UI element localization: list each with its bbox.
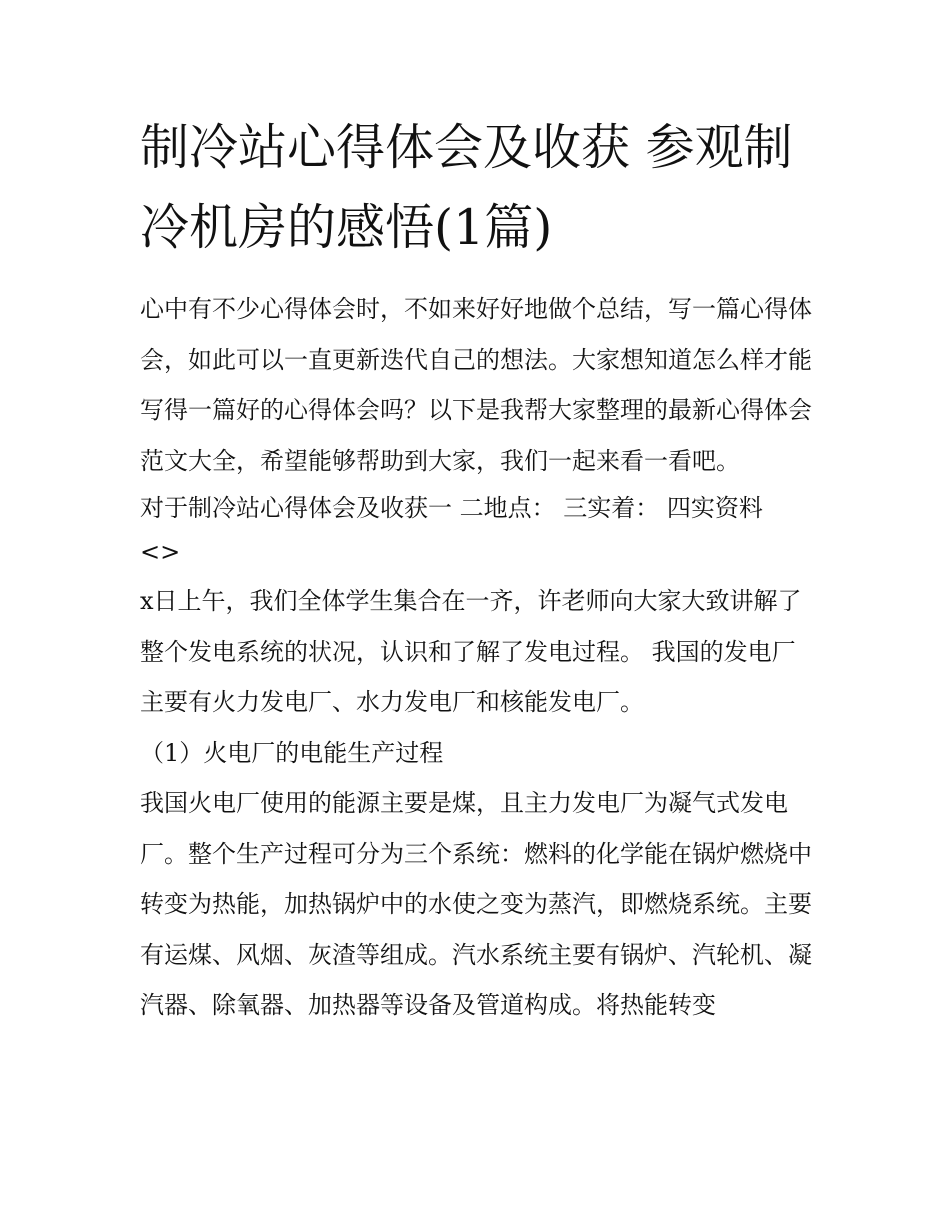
document-body (140, 108, 815, 1031)
info-line-paragraph: 对于制冷站心得体会及收获一 二地点： 三实着： 四实资料 (140, 494, 763, 522)
visit-paragraph: x日上午，我们全体学生集合在一齐，许老师向大家大致讲解了整个发电系统的状况，认识和了解了发电过程。 我国的发电厂主要有火力发电厂、水力发电厂和核能发电厂。 (140, 587, 802, 716)
thermal-plant-paragraph: 我国火电厂使用的能源主要是煤，且主力发电厂为凝气式发电厂。整个生产过程可分为三个系统：燃料的化学能在锅炉燃烧中转变为热能，加热锅炉中的水使之变为蒸汽，即燃烧系统。主要有运煤、风烟、灰渣等组成。汽水系统主要有锅炉、汽轮机、凝汽器、除氧器、加热器等设备及管道构成。将热能转变 (140, 789, 812, 1019)
intro-paragraph: 心中有不少心得体会时，不如来好好地做个总结，写一篇心得体会，如此可以一直更新迭代自己的想法。大家想知道怎么样才能写得一篇好的心得体会吗？以下是我帮大家整理的最新心得体会范文大全，希望能够帮助到大家，我们一起来看一看吧。 (140, 295, 812, 475)
section-heading-thermal-plant: （1）火电厂的电能生产过程 (140, 738, 444, 767)
document-title: 制冷站心得体会及收获 参观制冷机房的感悟(1篇) (140, 119, 793, 256)
angle-brackets-paragraph: <> (140, 538, 181, 566)
